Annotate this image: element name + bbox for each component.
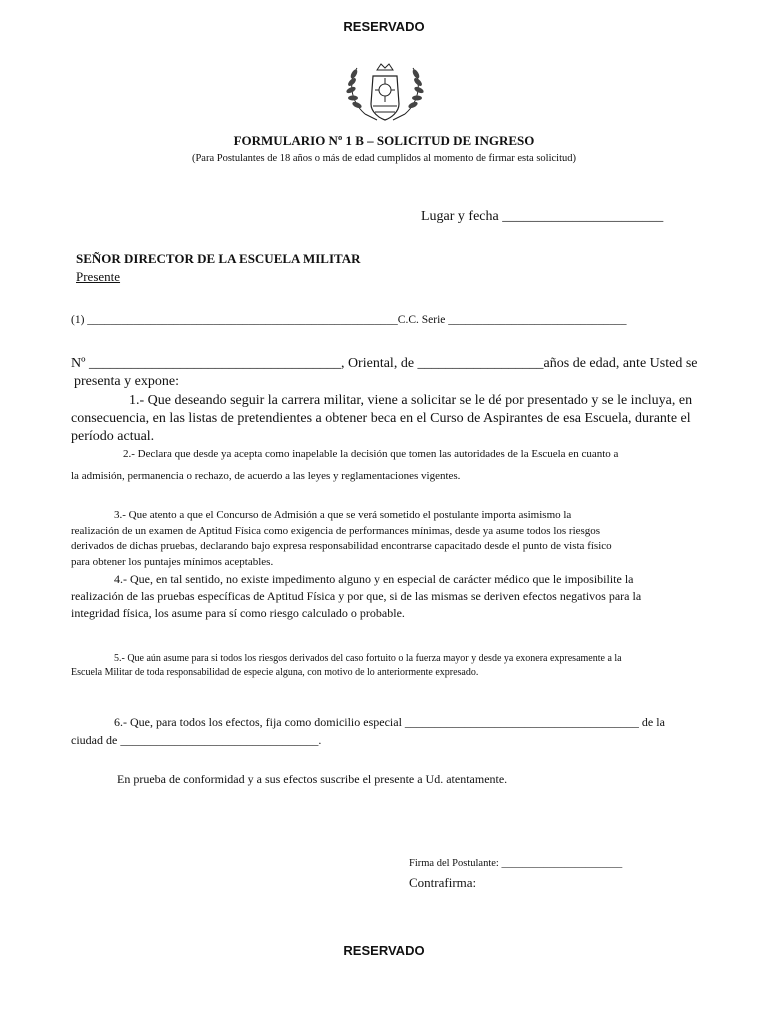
paragraph-6 bbox=[71, 713, 693, 749]
number-age-line[interactable]: Nº ____________________________________, Oriental, de __________________años de edad, ante Usted se bbox=[71, 356, 698, 371]
paragraph-3-line: derivados de dichas pruebas, declarando bajo expresa responsabilidad encontrarse capacitado desde el punto de vista físico bbox=[71, 540, 612, 552]
paragraph-4-line: realización de las pruebas específicas de Aptitud Física y por que, si de las mismas se deriven efectos negativos para la bbox=[71, 589, 642, 603]
conformity-statement: En prueba de conformidad y a sus efectos suscribe el presente a Ud. atentamente. bbox=[117, 772, 508, 786]
footer-classification: RESERVADO bbox=[343, 943, 425, 958]
paragraph-3 bbox=[71, 508, 693, 570]
paragraph-3-line: realización de un examen de Aptitud Física como exigencia de performances mínimas, desde ya asume todos los riesgos bbox=[71, 524, 601, 537]
countersign-field[interactable]: Contrafirma: bbox=[409, 875, 477, 890]
form-subtitle: (Para Postulantes de 18 años o más de edad cumplidos al momento de firmar esta solicitud) bbox=[191, 153, 577, 164]
paragraph-2 bbox=[71, 446, 693, 484]
city-field[interactable]: ciudad de _________________________________. bbox=[71, 733, 322, 747]
paragraph-4-line: 4.- Que, en tal sentido, no existe impedimento alguno y en especial de carácter médico que le imposibilite la bbox=[114, 572, 634, 586]
paragraph-1-line: 1.- Que deseando seguir la carrera militar, viene a solicitar se le dé por presentado y se le incluya, en bbox=[129, 393, 693, 408]
paragraph-4 bbox=[71, 571, 693, 622]
name-ci-line[interactable]: (1) ______________________________________________________C.C. Serie _______________________________ bbox=[71, 314, 627, 326]
paragraph-5-line: Escuela Militar de toda responsabilidad de especie alguna, con motivo de lo anteriormente expresado. bbox=[71, 667, 479, 678]
laurel-wreath-crest-icon bbox=[343, 60, 427, 124]
paragraph-2-line: la admisión, permanencia o rechazo, de acuerdo a las leyes y reglamentaciones vigentes. bbox=[71, 470, 461, 482]
header-classification: RESERVADO bbox=[343, 19, 425, 34]
form-title: FORMULARIO Nº 1 B – SOLICITUD DE INGRESO bbox=[233, 133, 535, 148]
place-date-field[interactable]: Lugar y fecha _______________________ bbox=[421, 209, 664, 224]
paragraph-4-line: integridad física, los asume para sí como riesgo calculado o probable. bbox=[71, 606, 405, 620]
paragraph-1 bbox=[71, 392, 693, 446]
paragraph-1-line: período actual. bbox=[71, 429, 155, 444]
domicile-field[interactable]: 6.- Que, para todos los efectos, fija como domicilio especial _______________________________________ de la bbox=[114, 715, 665, 729]
applicant-signature-field[interactable]: Firma del Postulante: _______________________ bbox=[409, 858, 623, 869]
paragraph-5 bbox=[71, 652, 693, 680]
presents-and-exposes: presenta y expone: bbox=[74, 374, 179, 389]
presente-label: Presente bbox=[76, 269, 121, 284]
paragraph-3-line: para obtener los puntajes mínimos aceptables. bbox=[71, 555, 274, 568]
paragraph-1-line: consecuencia, en las listas de pretendientes a obtener beca en el Curso de Aspirantes de esa Escuela, durante el bbox=[71, 411, 691, 426]
paragraph-2-line: 2.- Declara que desde ya acepta como inapelable la decisión que tomen las autoridades de la Escuela en cuanto a bbox=[123, 448, 619, 460]
addressee: SEÑOR DIRECTOR DE LA ESCUELA MILITAR bbox=[76, 251, 361, 266]
paragraph-5-line: 5.- Que aún asume para si todos los riesgos derivados del caso fortuito o la fuerza mayor y desde ya exonera expresamente a la bbox=[114, 653, 622, 664]
paragraph-3-line: 3.- Que atento a que el Concurso de Admisión a que se verá sometido el postulante importa asimismo la bbox=[114, 509, 572, 521]
